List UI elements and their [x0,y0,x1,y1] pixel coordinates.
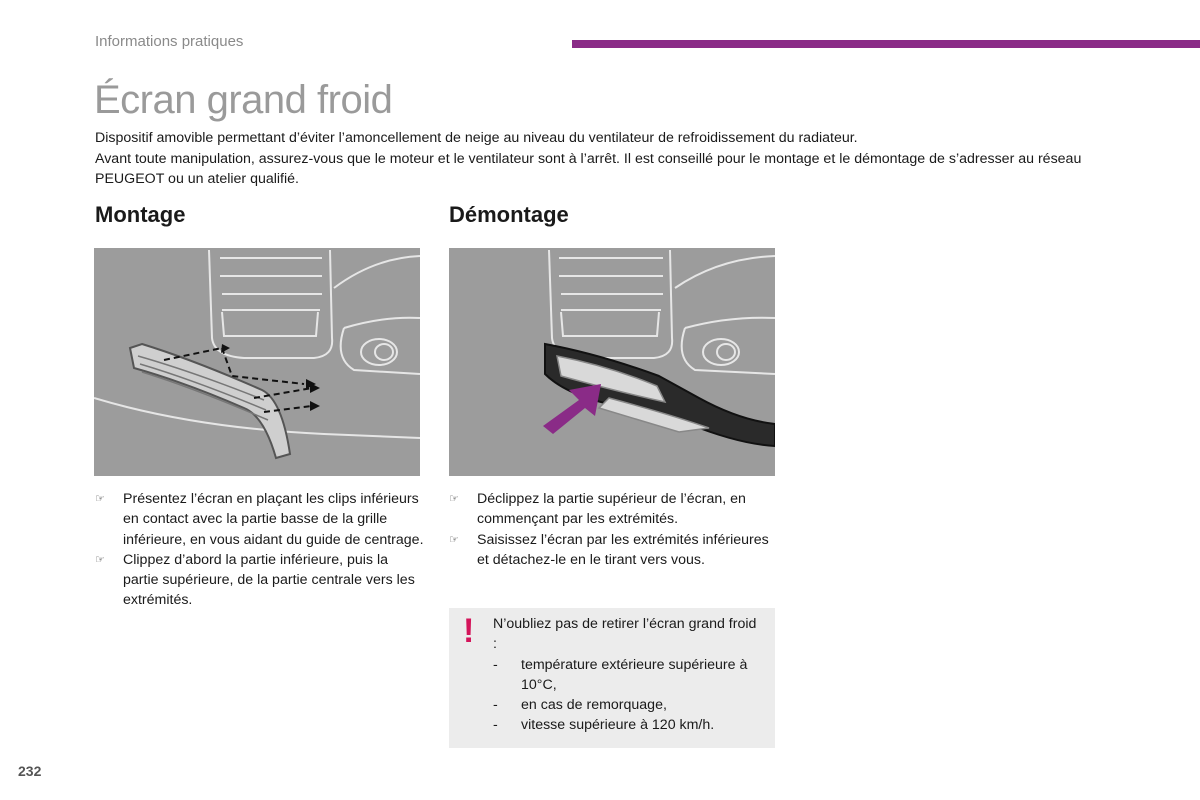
warning-intro: N’oubliez pas de retirer l’écran grand froid : [493,616,757,653]
warning-list [493,655,763,736]
montage-steps [95,489,425,611]
warning-item: en cas de remorquage, [521,697,667,714]
list-item [493,695,763,715]
exclamation-icon: ! [463,612,475,650]
warning-item: vitesse supérieure à 120 km/h. [521,717,715,734]
accent-bar [572,40,1200,48]
dash-bullet: - [493,697,498,714]
dash-bullet: - [493,717,498,734]
step-text: Déclippez la partie supérieur de l’écran, en commençant par les extrémités. [477,491,746,528]
list-item [493,715,763,735]
dash-bullet: - [493,656,498,673]
step-text: Clippez d’abord la partie inférieure, puis la partie supérieure, de la partie centrale vers les extrémités. [123,551,415,609]
warning-text [493,614,763,736]
pointing-hand-icon: ☞ [449,492,459,505]
demontage-heading: Démontage [449,202,569,227]
section-label: Informations pratiques [95,33,244,50]
warning-item: température extérieure supérieure à 10°C, [521,656,748,693]
page-number: 232 [18,763,42,779]
intro-line-1: Dispositif amovible permettant d’éviter l’amoncellement de neige au niveau du ventilateur de refroidissement du radiateur. [95,130,858,146]
car-front-grille-removal-illustration [449,248,775,476]
list-item [449,489,779,530]
intro-line-2: Avant toute manipulation, assurez-vous que le moteur et le ventilateur sont à l’arrêt. Il est conseillé pour le montage et le démontage de s’adresser au réseau PEUGEOT ou un atelier qualifié. [95,150,1082,187]
pointing-hand-icon: ☞ [95,552,105,566]
list-item [95,489,425,550]
list-item [449,530,779,571]
step-text: Présentez l’écran en plaçant les clips inférieurs en contact avec la partie basse de la grille inférieure, en vous aidant du guide de centrage. [123,491,424,548]
car-front-grille-mounting-illustration [94,248,420,476]
intro-text [95,128,1125,190]
removal-drawing [449,248,775,476]
list-item [493,655,763,696]
list-item [95,550,425,611]
pointing-hand-icon: ☞ [449,532,459,546]
montage-heading: Montage [95,202,186,227]
warning-box [449,608,775,748]
step-text: Saisissez l’écran par les extrémités inférieures et détachez-le en le tirant vers vous. [477,531,769,568]
demontage-steps [449,489,779,570]
mounting-drawing [94,248,420,476]
page-title: Écran grand froid [94,78,393,122]
pointing-hand-icon: ☞ [95,492,105,505]
